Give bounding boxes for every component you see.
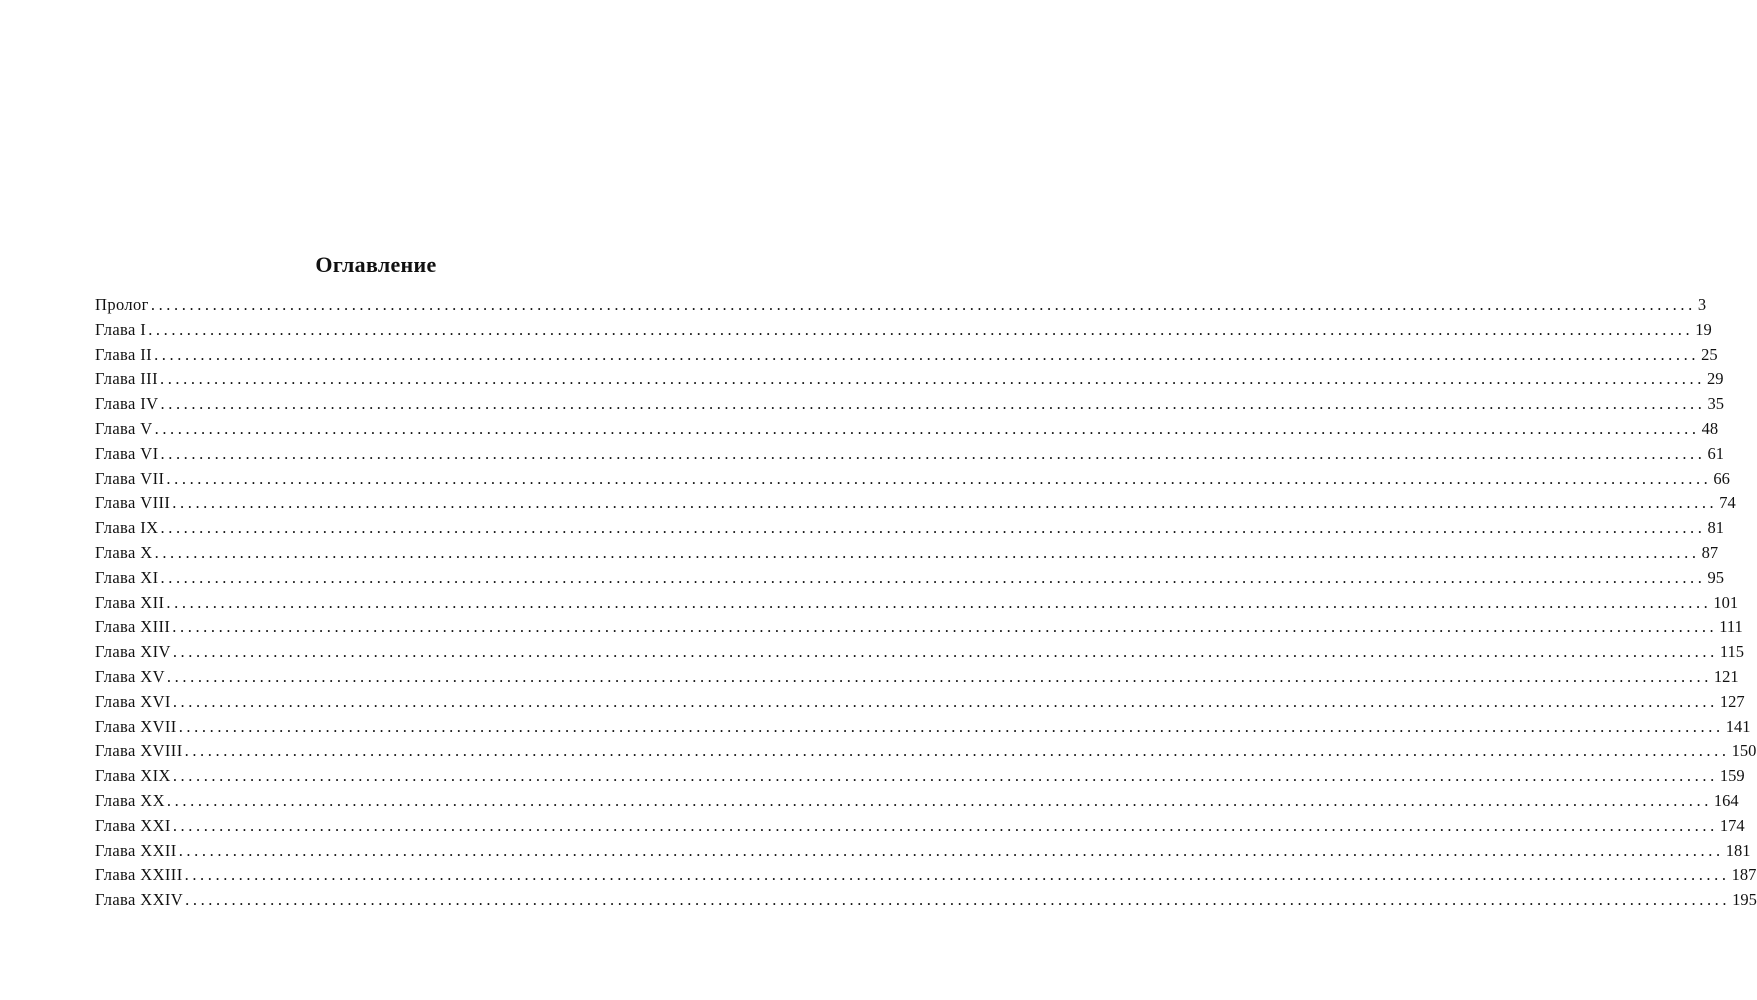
toc-dot-leader: ........................................................................................................................................................................................................: [184, 741, 1730, 761]
toc-entry-label: Глава X: [95, 542, 153, 562]
toc-dot-leader: ........................................................................................................................................................................................................: [154, 344, 1700, 364]
toc-entry-label: Глава XXIII: [95, 865, 183, 885]
toc-dot-leader: ........................................................................................................................................................................................................: [172, 617, 1718, 637]
toc-entry-label: Глава VI: [95, 443, 159, 463]
toc-entry-page-number: 115: [1719, 642, 1744, 662]
toc-entry-page-number: 74: [1719, 493, 1736, 513]
toc-entry-page-number: 3: [1697, 295, 1707, 314]
toc-entry-label: Глава IX: [95, 518, 159, 538]
toc-dot-leader: ........................................................................................................................................................................................................: [160, 567, 1706, 587]
toc-entry: [95, 715, 1751, 740]
toc-dot-leader: ........................................................................................................................................................................................................: [154, 542, 1700, 562]
toc-entry-label: Глава VIII: [95, 493, 171, 513]
toc-entry: [95, 343, 1718, 368]
toc-dot-leader: ........................................................................................................................................................................................................: [172, 642, 1718, 662]
toc-dot-leader: ........................................................................................................................................................................................................: [172, 493, 1718, 513]
toc-dot-leader: ........................................................................................................................................................................................................: [172, 691, 1718, 711]
toc-entry-label: Глава XVII: [95, 716, 177, 736]
toc-dot-leader: ........................................................................................................................................................................................................: [160, 518, 1706, 538]
toc-entry-page-number: 95: [1707, 567, 1724, 587]
toc-dot-leader: ........................................................................................................................................................................................................: [166, 666, 1712, 686]
toc-entry-label: Глава VII: [95, 468, 165, 488]
toc-entry-page-number: 29: [1706, 369, 1724, 389]
toc-entry: [95, 367, 1724, 392]
toc-dot-leader: ........................................................................................................................................................................................................: [154, 418, 1700, 438]
toc-entry-page-number: 174: [1719, 815, 1745, 835]
toc-dot-leader: ........................................................................................................................................................................................................: [184, 865, 1730, 885]
toc-entry-page-number: 35: [1707, 394, 1724, 414]
toc-entry: [95, 566, 1724, 591]
toc-dot-leader: ........................................................................................................................................................................................................: [178, 840, 1724, 860]
toc-entry: [95, 640, 1744, 665]
toc-dot-leader: ........................................................................................................................................................................................................: [150, 295, 1696, 314]
toc-entry: [95, 739, 1757, 764]
toc-entry: [95, 839, 1751, 864]
toc-entry-label: Глава XXI: [95, 815, 171, 835]
toc-entry: [95, 467, 1730, 492]
toc-entry: [95, 293, 1707, 318]
toc-dot-leader: ........................................................................................................................................................................................................: [172, 815, 1718, 835]
toc-entry-page-number: 159: [1719, 766, 1745, 786]
toc-entry: [95, 541, 1719, 566]
toc-entry-page-number: 181: [1725, 840, 1751, 860]
toc-entry-label: Глава V: [95, 418, 153, 438]
toc-entry-label: Глава XIII: [95, 617, 171, 637]
toc-dot-leader: ........................................................................................................................................................................................................: [148, 319, 1694, 339]
toc-entry: [95, 516, 1724, 541]
toc-entry-label: Глава II: [95, 344, 153, 364]
toc-entry-page-number: 81: [1707, 518, 1724, 538]
toc-entry-label: Глава XV: [95, 666, 165, 686]
toc-entry-label: Глава XI: [95, 567, 159, 587]
toc-dot-leader: ........................................................................................................................................................................................................: [185, 890, 1731, 910]
toc-title: Оглавление: [315, 252, 437, 277]
toc-entry: [95, 491, 1736, 516]
toc-entry-label: Глава XXIV: [95, 890, 184, 910]
toc-entry-label: Глава XVIII: [95, 741, 183, 761]
toc-entry: [95, 665, 1739, 690]
toc-entry-label: Глава XXII: [95, 840, 177, 860]
toc-entry-page-number: 111: [1719, 617, 1743, 637]
toc-entry-label: Глава IV: [95, 394, 159, 414]
toc-dot-leader: ........................................................................................................................................................................................................: [160, 443, 1706, 463]
toc-entry-label: Глава XIV: [95, 642, 171, 662]
toc-entry-page-number: 164: [1713, 790, 1739, 810]
toc-entry: [95, 764, 1745, 789]
toc-entry: [95, 863, 1757, 888]
toc-entry: [95, 591, 1739, 616]
toc-entry-label: Глава XIX: [95, 766, 171, 786]
toc-dot-leader: ........................................................................................................................................................................................................: [178, 716, 1724, 736]
toc-entry: [95, 615, 1743, 640]
toc-dot-leader: ........................................................................................................................................................................................................: [166, 468, 1712, 488]
toc-entry-label: Пролог: [95, 295, 149, 314]
toc-entry: [95, 814, 1745, 839]
toc-entry-page-number: 127: [1719, 691, 1745, 711]
toc-entry-page-number: 101: [1713, 592, 1739, 612]
toc-entry-label: Глава III: [95, 369, 158, 389]
toc-entry-page-number: 150: [1731, 741, 1757, 761]
toc-entry-page-number: 141: [1725, 716, 1751, 736]
toc-entry: [95, 392, 1724, 417]
toc-entry-label: Глава XX: [95, 790, 165, 810]
toc-entry-page-number: 87: [1701, 542, 1719, 562]
toc-entry-page-number: 19: [1695, 319, 1712, 339]
toc-entry: [95, 690, 1745, 715]
toc-entry: [95, 318, 1712, 343]
toc-entry: [95, 888, 1757, 913]
toc-entry: [95, 442, 1724, 467]
toc-dot-leader: ........................................................................................................................................................................................................: [166, 592, 1712, 612]
toc-dot-leader: ........................................................................................................................................................................................................: [166, 790, 1712, 810]
toc-dot-leader: ........................................................................................................................................................................................................: [159, 369, 1705, 389]
toc-entry-page-number: 121: [1713, 666, 1739, 686]
toc-entry-page-number: 195: [1732, 890, 1757, 910]
toc-entry-label: Глава I: [95, 319, 147, 339]
toc-entry-page-number: 61: [1707, 443, 1724, 463]
toc-entry: [95, 789, 1739, 814]
toc-entry-label: Глава XII: [95, 592, 165, 612]
toc-entry-page-number: 66: [1713, 468, 1730, 488]
toc-entry: [95, 417, 1719, 442]
toc-list: [95, 293, 1757, 913]
toc-entry-page-number: 25: [1701, 344, 1718, 364]
toc-dot-leader: ........................................................................................................................................................................................................: [172, 766, 1718, 786]
toc-entry-label: Глава XVI: [95, 691, 171, 711]
toc-entry-page-number: 48: [1701, 418, 1719, 438]
toc-entry-page-number: 187: [1731, 865, 1757, 885]
toc-dot-leader: ........................................................................................................................................................................................................: [160, 394, 1706, 414]
